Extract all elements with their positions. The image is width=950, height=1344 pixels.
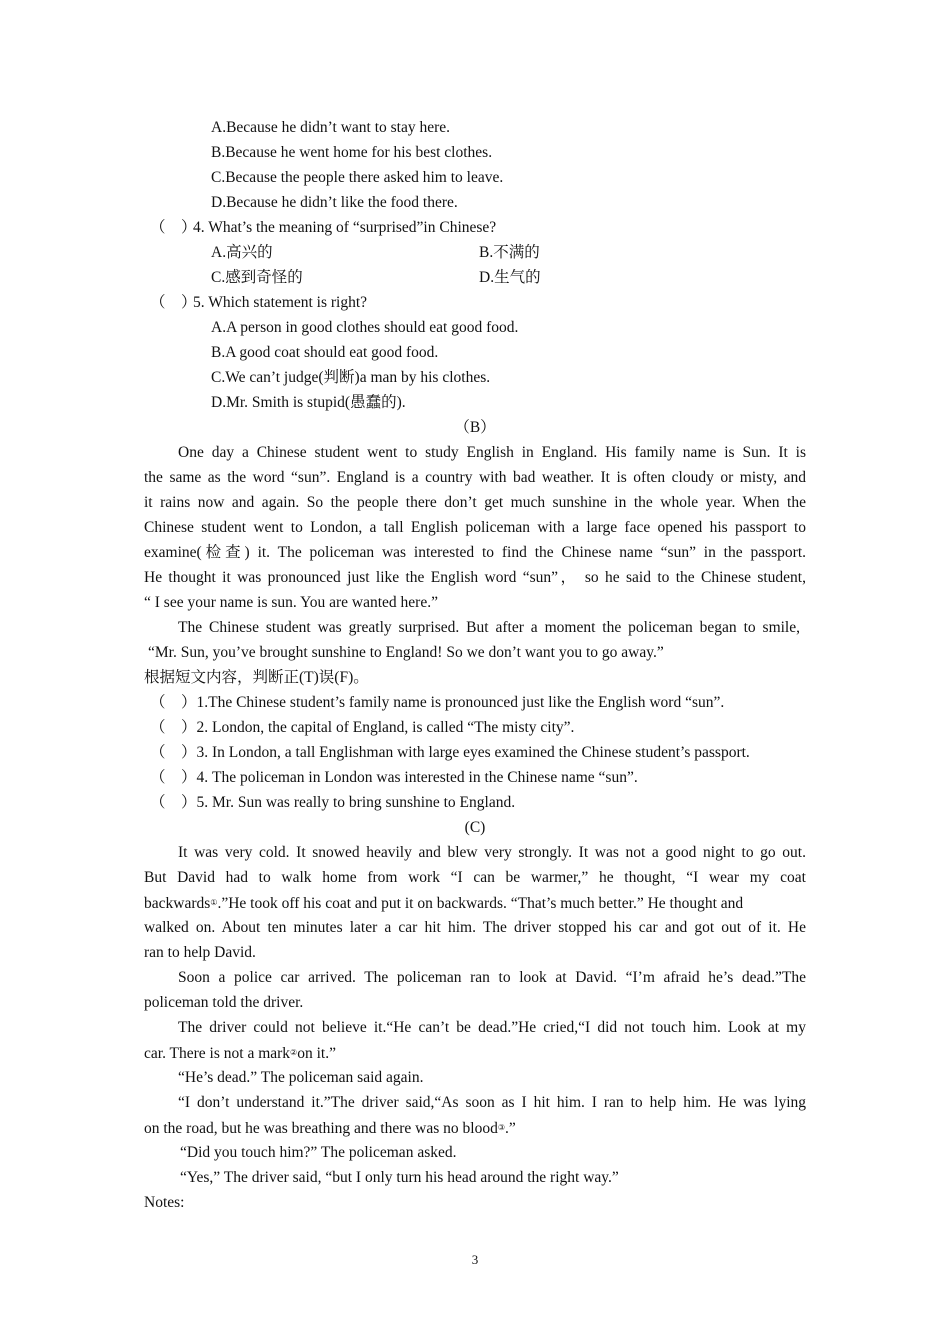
section-b-instruction: 根据短文内容，判断正(T)误(F)。 <box>144 669 369 686</box>
passage-c-line: “Did you touch him?” The policeman asked. <box>180 1144 457 1161</box>
passage-b-line: “ I see your name is sun. You are wanted here.” <box>144 594 438 611</box>
q4-option-b: B.不满的 <box>479 244 540 261</box>
passage-b-line: Chinese student went to London, a tall English policeman with a large face opened his passport to <box>144 519 806 536</box>
q5-option-a: A.A person in good clothes should eat good food. <box>211 319 519 336</box>
passage-c-line: policeman told the driver. <box>144 994 304 1011</box>
tf-statement: （ ）2. London, the capital of England, is called “The misty city”. <box>150 719 575 736</box>
page-number: 3 <box>471 1252 479 1267</box>
passage-c-text: .” <box>505 1120 516 1137</box>
passage-c-text: on it.” <box>297 1045 336 1062</box>
passage-b-line: the same as the word “sun”. England is a country with bad weather. It is often cloudy or misty, and <box>144 469 806 486</box>
passage-c-line-with-note <box>144 1043 336 1064</box>
q5-bracket: （ ） <box>150 294 197 311</box>
passage-c-line: But David had to walk home from work “I can be warmer,” he thought, “I wear my coat <box>144 869 806 886</box>
passage-c-line-with-note <box>144 1118 516 1139</box>
tf-statement: （ ）1.The Chinese student’s family name is pronounced just like the English word “sun”. <box>150 694 725 711</box>
tf-statement: （ ）4. The policeman in London was interested in the Chinese name “sun”. <box>150 769 638 786</box>
passage-b-line: The Chinese student was greatly surprised. But after a moment the policeman began to smile, <box>178 619 800 636</box>
q4-option-c: C.感到奇怪的 <box>211 269 303 286</box>
q3-option-d: D.Because he didn’t like the food there. <box>211 194 458 211</box>
passage-c-text: .”He took off his coat and put it on backwards. “That’s much better.” He thought and <box>217 895 744 912</box>
passage-b-line: it rains now and again. So the people there don’t get much sunshine in the whole year. When the <box>144 494 806 511</box>
passage-c-line: “Yes,” The driver said, “but I only turn his head around the right way.” <box>180 1169 619 1186</box>
passage-c-text: on the road, but he was breathing and there was no blood <box>144 1120 498 1137</box>
passage-c-text: car. There is not a mark <box>144 1045 291 1062</box>
q5-question: 5. Which statement is right? <box>193 294 368 311</box>
q5-option-b: B.A good coat should eat good food. <box>211 344 439 361</box>
q3-option-a: A.Because he didn’t want to stay here. <box>211 119 451 136</box>
tf-statement: （ ）5. Mr. Sun was really to bring sunshine to England. <box>150 794 516 811</box>
q4-option-d: D.生气的 <box>479 269 541 286</box>
footnote-marker-1: ① <box>210 898 218 907</box>
q3-option-c: C.Because the people there asked him to leave. <box>211 169 504 186</box>
passage-b-line: examine(检查) it. The policeman was interested to find the Chinese name “sun” in the passport. <box>144 544 806 561</box>
q5-option-c: C.We can’t judge(判断)a man by his clothes. <box>211 369 491 386</box>
notes-label: Notes: <box>144 1194 185 1211</box>
q5-option-d: D.Mr. Smith is stupid(愚蠢的). <box>211 394 406 411</box>
passage-b-line: He thought it was pronounced just like the English word “sun”， so he said to the Chinese student, <box>144 569 806 586</box>
passage-c-line: “He’s dead.” The policeman said again. <box>178 1069 424 1086</box>
section-b-heading: （B） <box>454 419 496 436</box>
passage-b-line: “Mr. Sun, you’ve brought sunshine to England! So we don’t want you to go away.” <box>148 644 664 661</box>
passage-b-line: One day a Chinese student went to study English in England. His family name is Sun. It is <box>178 444 806 461</box>
section-c-heading: (C) <box>464 819 486 836</box>
tf-statement: （ ）3. In London, a tall Englishman with large eyes examined the Chinese student’s passport. <box>150 744 750 761</box>
footnote-marker-2: ② <box>290 1048 298 1057</box>
q4-question: 4. What’s the meaning of “surprised”in Chinese? <box>193 219 497 236</box>
passage-c-line: Soon a police car arrived. The policeman ran to look at David. “I’m afraid he’s dead.”The <box>178 969 806 986</box>
passage-c-line: The driver could not believe it.“He can’t be dead.”He cried,“I did not touch him. Look at my <box>178 1019 806 1036</box>
passage-c-line-with-note <box>144 893 743 914</box>
passage-c-text: backwards <box>144 895 211 912</box>
q4-option-a: A.高兴的 <box>211 244 273 261</box>
passage-c-line: ran to help David. <box>144 944 256 961</box>
q3-option-b: B.Because he went home for his best clothes. <box>211 144 493 161</box>
passage-c-line: “I don’t understand it.”The driver said,“As soon as I hit him. I ran to help him. He was lying <box>178 1094 806 1111</box>
passage-c-line: walked on. About ten minutes later a car hit him. The driver stopped his car and got out of it. He <box>144 919 806 936</box>
passage-c-line: It was very cold. It snowed heavily and blew very strongly. It was not a good night to go out. <box>178 844 806 861</box>
q4-bracket: （ ） <box>150 219 197 236</box>
footnote-marker-3: ③ <box>497 1123 505 1132</box>
